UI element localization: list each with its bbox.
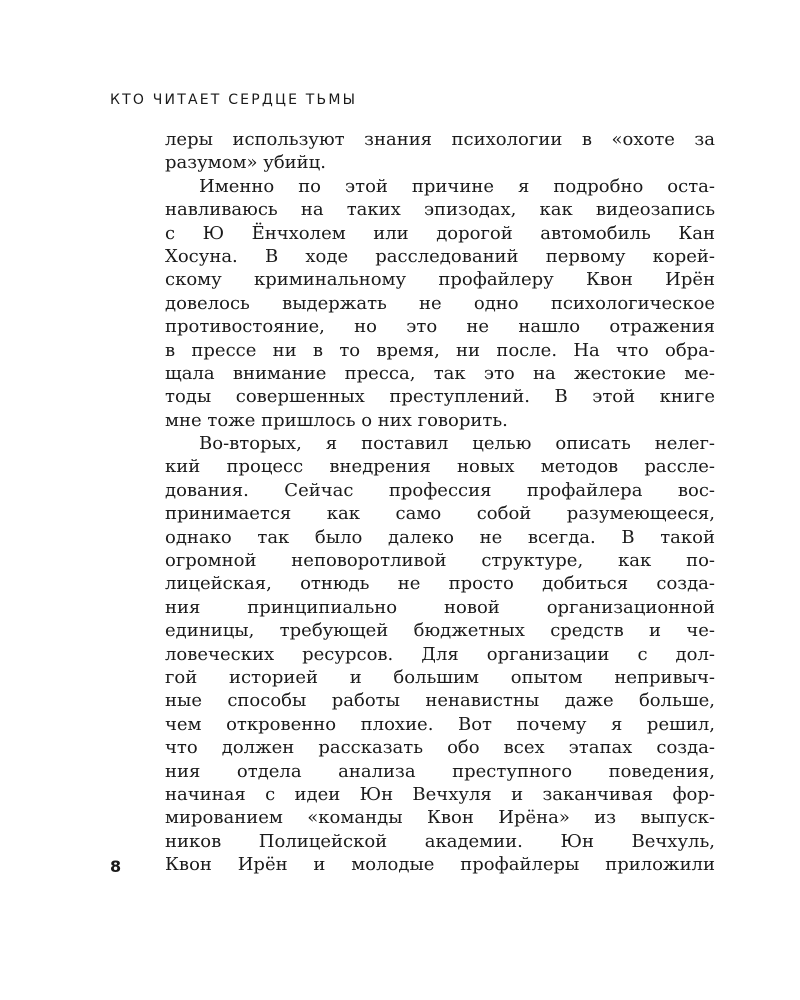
text-line: ловеческих ресурсов. Для организации с дол- — [165, 643, 715, 665]
text-line: что должен рассказать обо всех этапах созда- — [165, 737, 715, 759]
text-line: мированием «команды Квон Ирёна» из выпуск- — [165, 807, 715, 829]
text-line: щала внимание пресса, так это на жестокие ме- — [165, 362, 715, 384]
text-line: леры используют знания психологии в «охоте за — [165, 129, 715, 150]
text-line: лицейская, отнюдь не просто добиться созда- — [165, 573, 715, 595]
text-line: начиная с идеи Юн Вечхуля и заканчивая фор- — [165, 783, 715, 805]
text-line: единицы, требующей бюджетных средств и че- — [165, 620, 715, 642]
text-line: Именно по этой причине я подробно оста- — [199, 175, 715, 197]
page-number: 8 — [110, 857, 122, 876]
text-line: ния отдела анализа преступного поведения, — [165, 760, 715, 782]
text-line: ников Полицейской академии. Юн Вечхуль, — [165, 830, 715, 852]
text-line: однако так было далеко не всегда. В такой — [165, 526, 715, 548]
text-line: в прессе ни в то время, ни после. На что обра- — [165, 339, 715, 361]
text-line: дования. Сейчас профессия профайлера вос- — [165, 479, 715, 501]
text-line: тоды совершенных преступлений. В этой книге — [165, 386, 715, 408]
text-line: с Ю Ёнчхолем или дорогой автомобиль Кан — [165, 222, 715, 244]
text-line: мне тоже пришлось о них говорить. — [165, 409, 508, 431]
text-line: Хосуна. В ходе расследований первому корей- — [165, 245, 715, 267]
text-line: скому криминальному профайлеру Квон Ирён — [165, 269, 715, 291]
text-line: чем откровенно плохие. Вот почему я решил, — [165, 713, 715, 735]
text-line: Во-вторых, я поставил целью описать нелег- — [199, 433, 715, 455]
text-line: навливаюсь на таких эпизодах, как видеозапись — [165, 199, 715, 221]
text-line: гой историей и большим опытом непривыч- — [165, 666, 715, 688]
text-line: противостояние, но это не нашло отражения — [165, 316, 715, 338]
running-header-title: КТО ЧИТАЕТ СЕРДЦЕ ТЬМЫ — [110, 92, 358, 108]
text-line: довелось выдержать не одно психологическое — [165, 292, 715, 314]
body-text — [165, 128, 715, 877]
text-line: Квон Ирён и молодые профайлеры приложили — [165, 854, 715, 876]
text-line: кий процесс внедрения новых методов рассле- — [165, 456, 715, 478]
text-line: принимается как само собой разумеющееся, — [165, 503, 715, 525]
text-line: огромной неповоротливой структуре, как по- — [165, 550, 715, 572]
text-line: разумом» убийц. — [165, 152, 326, 174]
text-line: ния принципиально новой организационной — [165, 596, 715, 618]
text-line: ные способы работы ненавистны даже больше, — [165, 690, 715, 712]
